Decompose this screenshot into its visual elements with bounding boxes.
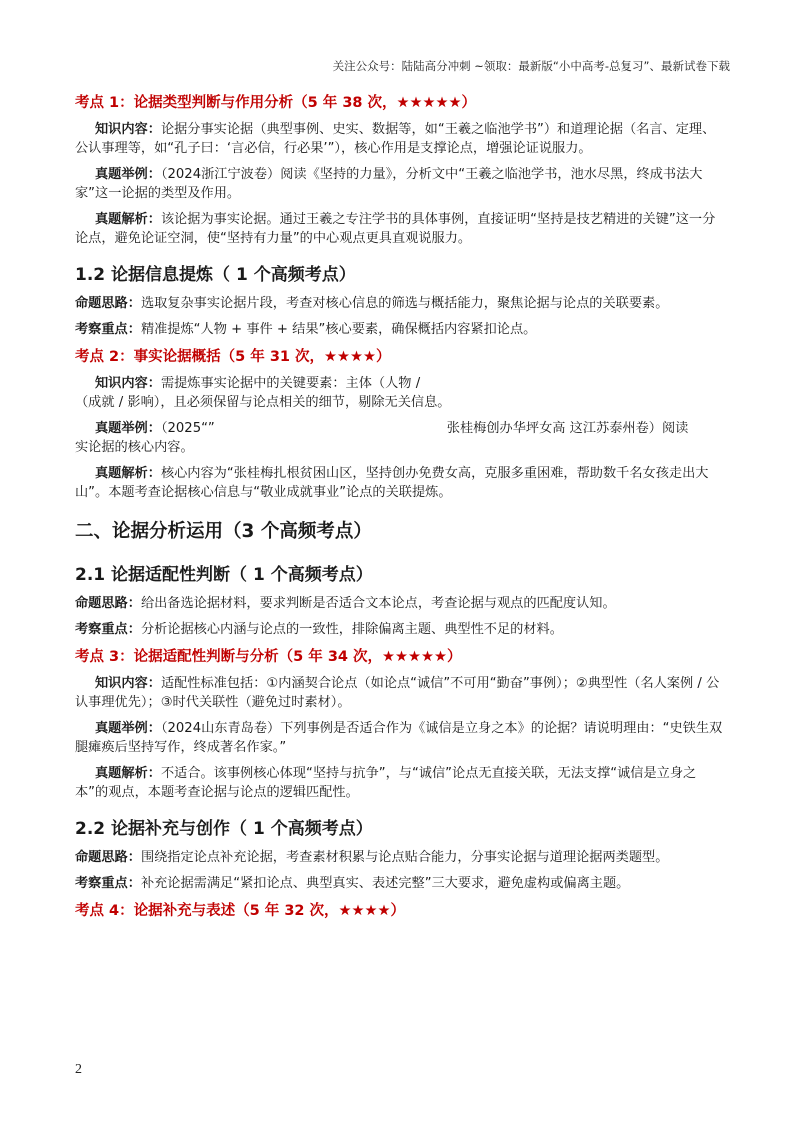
example-label: 真题举例： — [95, 721, 161, 736]
idea-label: 命题思路： — [75, 850, 141, 865]
section-2-1-focus — [75, 620, 725, 639]
example-text: （2024山东青岛卷）下列事例是否适合作为《诚信是立身之本》的论据？请说明理由：“史铁生双腿瘫痪后坚持写作，终成著名作家。” — [75, 721, 723, 755]
analysis-text: 核心内容为“张桂梅扎根贫困山区，坚持创办免费女高，克服多重困难，帮助数千名女孩走出大山”。本题考查论据核心信息与“敬业成就事业”论点的关联提炼。 — [75, 466, 709, 500]
page-number: 2 — [75, 1062, 82, 1077]
section-1-2-focus — [75, 320, 725, 339]
section-2-1-heading: 2.1 论据适配性判断（ 1 个高频考点） — [75, 565, 373, 585]
kaodian-3-title: 考点 3：论据适配性判断与分析（5 年 34 次，★★★★★） — [75, 649, 462, 665]
page-content — [75, 92, 725, 922]
page-header-text: 关注公众号：陆陆高分冲刺 ~领取：最新版“小中高考-总复习”、最新试卷下载 — [332, 59, 730, 73]
idea-label: 命题思路： — [75, 596, 141, 611]
kaodian-3-example — [75, 719, 725, 757]
knowledge-line-1: 需提炼事实论据中的关键要素：主体（人物 / — [160, 376, 421, 391]
example-label: 真题举例： — [95, 421, 161, 436]
example-part-1: （2025“” — [160, 421, 215, 436]
kaodian-2-knowledge — [75, 374, 725, 393]
kaodian-1-title: 考点 1：论据类型判断与作用分析（5 年 38 次，★★★★★） — [75, 95, 477, 111]
idea-text: 围绕指定论点补充论据，考查素材积累与论点贴合能力，分事实论据与道理论据两类题型。 — [140, 850, 669, 865]
analysis-text: 该论据为事实论据。通过王羲之专注学书的具体事例，直接证明“坚持是技艺精进的关键”这一分论点，避免论证空洞，使“坚持有力量”的中心观点更具直观说服力。 — [75, 212, 716, 246]
focus-label: 考察重点： — [75, 322, 141, 337]
kaodian-2-title: 考点 2：事实论据概括（5 年 31 次，★★★★） — [75, 349, 391, 365]
idea-text: 选取复杂事实论据片段，考查对核心信息的筛选与概括能力，聚焦论据与论点的关联要素。 — [140, 296, 669, 311]
kaodian-3-analysis — [75, 764, 725, 802]
focus-text: 分析论据核心内涵与论点的一致性，排除偏离主题、典型性不足的材料。 — [140, 622, 563, 637]
example-label: 真题举例： — [95, 167, 161, 182]
part-2-heading: 二、论据分析运用（3 个高频考点） — [75, 521, 372, 542]
focus-label: 考察重点： — [75, 622, 141, 637]
section-2-2-idea — [75, 848, 725, 867]
focus-text: 精准提炼“人物 + 事件 + 结果”核心要素，确保概括内容紧扣论点。 — [140, 322, 537, 337]
analysis-label: 真题解析： — [95, 766, 161, 781]
idea-text: 给出备选论据材料，要求判断是否适合文本论点，考查论据与观点的匹配度认知。 — [140, 596, 616, 611]
focus-label: 考察重点： — [75, 876, 141, 891]
kaodian-2-knowledge-cont: （成就 / 影响），且必须保留与论点相关的细节，剔除无关信息。 — [75, 395, 451, 410]
section-2-1-idea — [75, 594, 725, 613]
analysis-label: 真题解析： — [95, 466, 161, 481]
idea-label: 命题思路： — [75, 296, 141, 311]
knowledge-label: 知识内容： — [95, 676, 161, 691]
kaodian-2-analysis — [75, 464, 725, 502]
section-2-2-heading: 2.2 论据补充与创作（ 1 个高频考点） — [75, 819, 373, 839]
knowledge-label: 知识内容： — [95, 122, 161, 137]
kaodian-1-example — [75, 165, 725, 203]
knowledge-label: 知识内容： — [95, 376, 161, 391]
focus-text: 补充论据需满足“紧扣论点、典型真实、表述完整”三大要求，避免虚构或偏离主题。 — [140, 876, 630, 891]
section-2-2-focus — [75, 874, 725, 893]
example-text: （2024浙江宁波卷）阅读《坚持的力量》，分析文中“王羲之临池学书，池水尽黑，终成书法大家”这一论据的类型及作用。 — [75, 167, 703, 201]
kaodian-2-example-cont: 实论据的核心内容。 — [75, 440, 194, 455]
section-1-2-heading: 1.2 论据信息提炼（ 1 个高频考点） — [75, 265, 356, 285]
kaodian-1-knowledge — [75, 120, 725, 158]
kaodian-1-analysis — [75, 210, 725, 248]
kaodian-4-title: 考点 4：论据补充与表述（5 年 32 次，★★★★） — [75, 903, 406, 919]
kaodian-2-example — [75, 419, 725, 438]
knowledge-text: 适配性标准包括：①内涵契合论点（如论点“诚信”不可用“勤奋”事例）；②典型性（名人案例 / 公认事理优先）；③时代关联性（避免过时素材）。 — [75, 676, 720, 710]
kaodian-3-knowledge — [75, 674, 725, 712]
knowledge-text: 论据分事实论据（典型事例、史实、数据等，如“王羲之临池学书”）和道理论据（名言、定理、公认事理等，如“孔子曰：‘言必信，行必果’”），核心作用是支撑论点，增强论证说服力。 — [75, 122, 716, 156]
section-1-2-idea — [75, 294, 725, 313]
analysis-label: 真题解析： — [95, 212, 161, 227]
example-part-2: 张桂梅创办华坪女高 这江苏泰州卷）阅读 — [446, 421, 689, 436]
analysis-text: 不适合。该事例核心体现“坚持与抗争”，与“诚信”论点无直接关联，无法支撑“诚信是立身之本”的观点，本题考查论据与论点的逻辑匹配性。 — [75, 766, 697, 800]
